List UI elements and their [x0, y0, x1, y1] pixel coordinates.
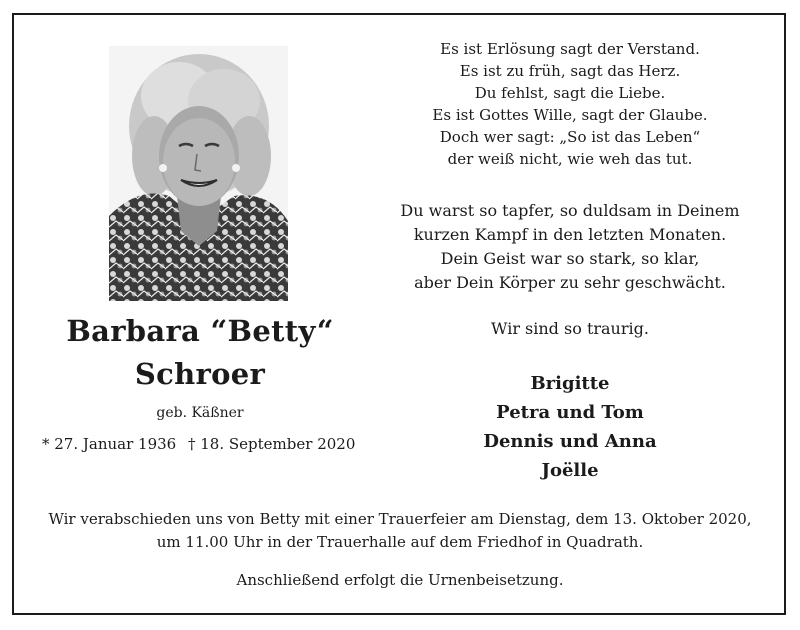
family-member: Petra und Tom	[496, 402, 644, 423]
family-member: Dennis und Anna	[483, 431, 657, 452]
birth-date: * 27. Januar 1936	[42, 435, 177, 453]
poem-line: der weiß nicht, wie weh das tut.	[447, 150, 693, 168]
birth-name: geb. Käßner	[156, 405, 244, 421]
poem-line: kurzen Kampf in den letzten Monaten.	[413, 225, 727, 244]
portrait-icon	[109, 46, 288, 301]
urn-burial-note: Anschließend erfolgt die Urnenbeisetzung.	[236, 571, 564, 589]
poem-line: aber Dein Körper zu sehr geschwächt.	[414, 273, 726, 292]
funeral-line: um 11.00 Uhr in der Trauerhalle auf dem Friedhof in Quadrath.	[156, 533, 644, 551]
poem-line: Dein Geist war so stark, so klar,	[440, 249, 700, 268]
poem-line: Es ist zu früh, sagt das Herz.	[459, 62, 681, 80]
funeral-line: Wir verabschieden uns von Betty mit einer Trauerfeier am Dienstag, dem 13. Oktober 2020,	[48, 510, 752, 528]
family-signatures	[385, 369, 755, 485]
poem-line: Du fehlst, sagt die Liebe.	[474, 84, 666, 102]
death-date: † 18. September 2020	[188, 435, 356, 453]
funeral-details	[20, 508, 780, 554]
poem-verse-1	[385, 38, 755, 170]
poem-line: Du warst so tapfer, so duldsam in Deinem	[400, 201, 740, 220]
poem-line: Es ist Gottes Wille, sagt der Glaube.	[432, 106, 708, 124]
poem-verse-2	[385, 199, 755, 295]
poem-line: Doch wer sagt: „So ist das Leben“	[439, 128, 701, 146]
family-member: Brigitte	[530, 373, 610, 394]
deceased-name-last: Schroer	[134, 357, 266, 391]
mourning-statement: Wir sind so traurig.	[491, 319, 649, 338]
family-member: Joëlle	[541, 460, 599, 481]
deceased-name-first: Barbara “Betty“	[66, 314, 334, 348]
portrait-photo	[109, 46, 288, 301]
poem-line: Es ist Erlösung sagt der Verstand.	[440, 40, 700, 58]
